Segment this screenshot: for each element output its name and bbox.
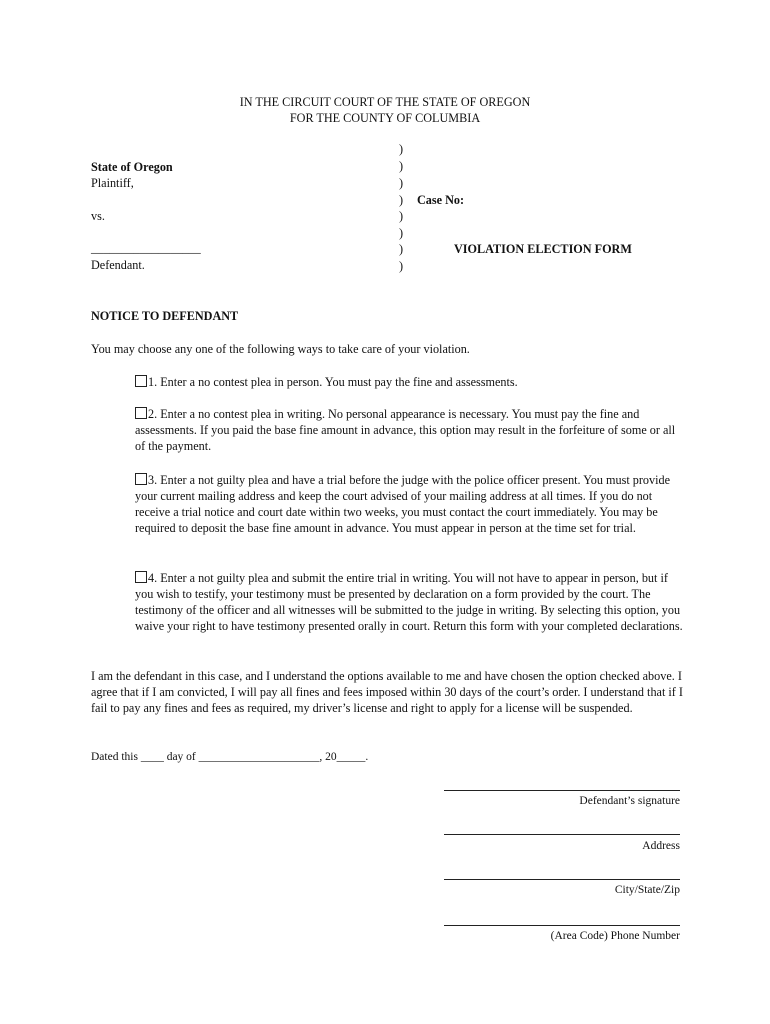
- caption-paren: ): [399, 159, 404, 173]
- defendant-name-blank[interactable]: __________________: [91, 241, 201, 255]
- defendant-signature-label: Defendant’s signature: [579, 795, 680, 807]
- address-line[interactable]: [444, 834, 680, 835]
- signature-line[interactable]: [444, 790, 680, 791]
- phone-number-line[interactable]: [444, 925, 680, 926]
- address-label: Address: [642, 840, 680, 852]
- option-4: [135, 570, 683, 634]
- option-1: [135, 374, 683, 390]
- case-number-label: Case No:: [417, 193, 465, 207]
- option-3-text: 3. Enter a not guilty plea and have a trial before the judge with the police officer present. You must provide your current mailing address and keep the court advised of your mailing address at all times. If you do not receive a trial notice and court date within two weeks, you must contact the court immediately. You may be required to deposit the base fine amount in advance. You must appear in person at the time set for trial.: [135, 473, 670, 535]
- city-state-zip-line[interactable]: [444, 879, 680, 880]
- option-4-checkbox[interactable]: [135, 571, 147, 583]
- defendant-label: Defendant.: [91, 258, 145, 272]
- caption-paren: ): [399, 259, 404, 273]
- option-2: [135, 406, 683, 454]
- option-3: [135, 472, 683, 536]
- city-state-zip-label: City/State/Zip: [614, 884, 680, 896]
- phone-number-label: (Area Code) Phone Number: [550, 930, 680, 942]
- plaintiff-label: Plaintiff,: [91, 176, 134, 190]
- notice-intro: You may choose any one of the following ways to take care of your violation.: [91, 342, 470, 356]
- caption-paren: ): [399, 209, 404, 223]
- acknowledgement-paragraph: I am the defendant in this case, and I understand the options available to me and have chosen the option checked above. I agree that if I am convicted, I will pay all fines and fees imposed within 30 days of the court’s order. I understand that if I fail to pay any fines and fees as required, my driver’s license and right to apply for a license will be suspended.: [91, 669, 683, 715]
- caption-paren: ): [399, 226, 404, 240]
- form-title: VIOLATION ELECTION FORM: [454, 242, 632, 256]
- dated-line[interactable]: Dated this ____ day of _____________________, 20_____.: [91, 751, 369, 763]
- caption-paren: ): [399, 176, 404, 190]
- caption-paren: ): [399, 242, 404, 256]
- court-name-line1: IN THE CIRCUIT COURT OF THE STATE OF OREGON: [239, 95, 531, 109]
- court-name-line2: FOR THE COUNTY OF COLUMBIA: [289, 111, 481, 125]
- plaintiff-name: State of Oregon: [91, 160, 173, 174]
- option-1-checkbox[interactable]: [135, 375, 147, 387]
- option-2-text: 2. Enter a no contest plea in writing. No personal appearance is necessary. You must pay the fine and assessments. If you paid the base fine amount in advance, this option may result in the forfeiture of some or all of the payment.: [135, 407, 676, 453]
- versus-label: vs.: [91, 209, 105, 223]
- caption-paren: ): [399, 142, 404, 156]
- option-2-checkbox[interactable]: [135, 407, 147, 419]
- option-1-text: 1. Enter a no contest plea in person. You must pay the fine and assessments.: [148, 375, 518, 389]
- caption-paren: ): [399, 193, 404, 207]
- option-4-text: 4. Enter a not guilty plea and submit the entire trial in writing. You will not have to appear in person, but if you wish to testify, your testimony must be presented by declaration on a form provided by the court. The testimony of the officer and all witnesses will be submitted to the judge in writing. By selecting this option, you waive your right to have testimony presented orally in court. Return this form with your completed declarations.: [135, 571, 683, 633]
- notice-heading: NOTICE TO DEFENDANT: [91, 309, 239, 323]
- option-3-checkbox[interactable]: [135, 473, 147, 485]
